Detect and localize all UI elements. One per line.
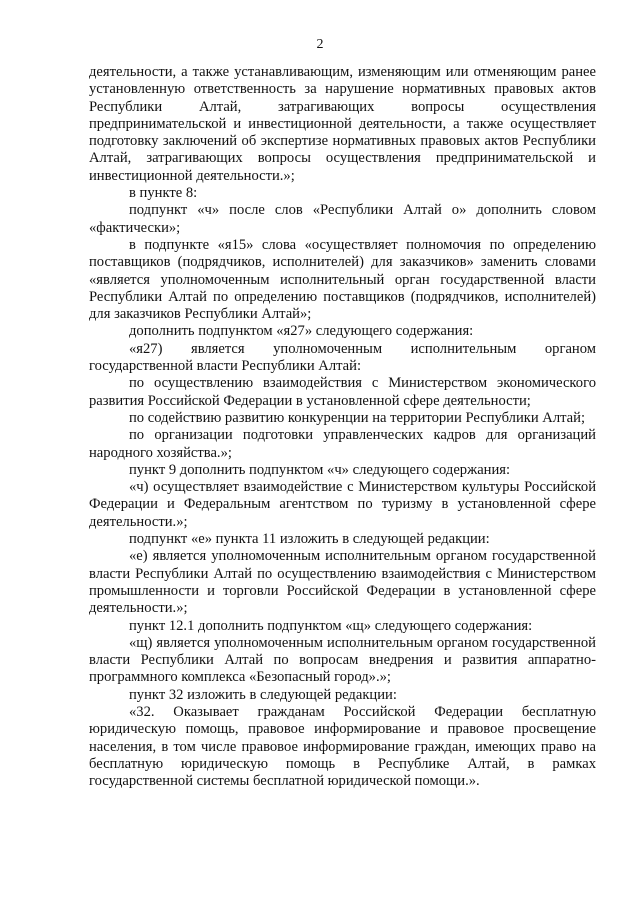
paragraph-3: подпункт «ч» после слов «Республики Алтай о» дополнить словом «фактически»; bbox=[89, 202, 596, 236]
paragraph-15: «щ) является уполномоченным исполнительным органом государственной власти Республики Алтай по вопросам внедрения и развития аппаратно-программного комплекса «Безопасный город».»; bbox=[89, 634, 596, 686]
paragraph-6: «я27) является уполномоченным исполнительным органом государственной власти Республики Алтай: bbox=[89, 340, 596, 375]
paragraph-16: пункт 32 изложить в следующей редакции: bbox=[129, 686, 397, 703]
paragraph-17: «32. Оказывает гражданам Российской Федерации бесплатную юридическую помощь, правовое информирование и правовое просвещение населения, в том числе правовое информирование граждан, имеющих право на бесплатную юридическую помощь в Республике Алтай, в рамках государственной системы бесплатной юридической помощи.». bbox=[89, 703, 596, 790]
paragraph-11: «ч) осуществляет взаимодействие с Министерством культуры Российской Федерации и Федеральным агентством по туризму в установленной сфере деятельности.»; bbox=[89, 479, 596, 530]
paragraph-10: пункт 9 дополнить подпунктом «ч» следующего содержания: bbox=[129, 461, 511, 478]
paragraph-7: по осуществлению взаимодействия с Министерством экономического развития Российской Федерации в установленной сфере деятельности; bbox=[89, 375, 596, 409]
page-number: 2 bbox=[316, 37, 324, 52]
paragraph-5: дополнить подпунктом «я27» следующего содержания: bbox=[129, 323, 474, 340]
paragraph-2: в пункте 8: bbox=[129, 185, 198, 202]
paragraph-4: в подпункте «я15» слова «осуществляет полномочия по определению поставщиков (подрядчиков, исполнителей) для заказчиков» заменить словами «является уполномоченным исполнительный орган государственной власти Республики Алтай по определению поставщиков (подрядчиков, исполнителей) для заказчиков Республики Алтай»; bbox=[89, 236, 596, 323]
paragraph-12: подпункт «е» пункта 11 изложить в следующей редакции: bbox=[129, 531, 490, 548]
paragraph-1: деятельности, а также устанавливающим, изменяющим или отменяющим ранее установленную ответственность за нарушение нормативных правовых актов Республики Алтай, затрагивающих вопросы осуществления предпринимательской и инвестиционной деятельности, а также осуществляет подготовку заключений об экспертизе нормативных правовых актов Республики Алтай, затрагивающих вопросы осуществления предпринимательской и инвестиционной деятельности.»; bbox=[89, 64, 596, 184]
paragraph-9: по организации подготовки управленческих кадров для организаций народного хозяйства.»; bbox=[89, 427, 596, 461]
paragraph-8: по содействию развитию конкуренции на территории Республики Алтай; bbox=[129, 409, 586, 426]
paragraph-13: «е) является уполномоченным исполнительным органом государственной власти Республики Алтай по осуществлению взаимодействия с Министерством промышленности и торговли Российской Федерации в установленной сфере деятельности.»; bbox=[89, 548, 596, 617]
paragraph-14: пункт 12.1 дополнить подпунктом «щ» следующего содержания: bbox=[129, 617, 533, 634]
document-body bbox=[89, 64, 596, 790]
